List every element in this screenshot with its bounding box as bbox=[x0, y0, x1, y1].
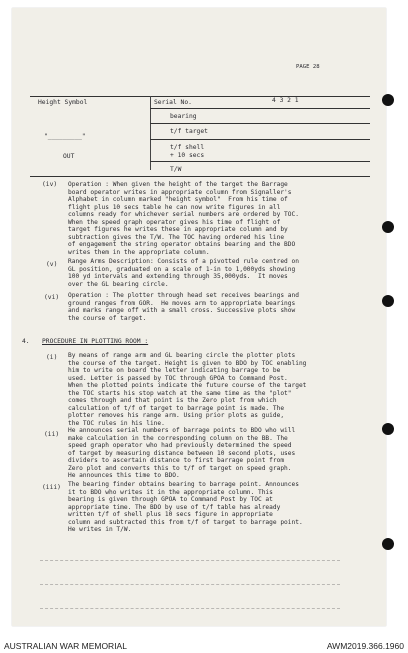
plus10-label: + 10 secs bbox=[170, 152, 205, 159]
height-symbol-label: Height Symbol bbox=[38, 99, 88, 106]
item-paragraph: Range Arms Description: Consists of a pivotted rule centred on GL position, graduated on a scale of 1-in to 1,000yds showing 100 yd intervals and extending through 35,000yds. It moves over the GL bearing circle. bbox=[68, 258, 299, 288]
punch-hole bbox=[382, 221, 394, 233]
item-number: (iv) bbox=[42, 181, 58, 188]
section-title: PROCEDURE IN PLOTTING ROOM : bbox=[42, 338, 149, 345]
table-rule bbox=[150, 123, 370, 124]
sub-item-paragraph: He announces serial numbers of barrage points to BDO who will make calculation in the corresponding column on the BB. The speed graph operator who had previously determined the speed of target by measuring distance between 10 second plots, uses dividers to ascertain distance to first barrage point from Zero plot and converts this to t/f of target on speed graph. He announces this time to BDO. bbox=[68, 427, 296, 479]
bearing-label: bearing bbox=[170, 113, 197, 120]
sub-item-number: (iii) bbox=[42, 484, 61, 491]
item-paragraph: Operation : When given the height of the target the Barrage board operator writes in appropriate column from Signaller's Alphabet in column marked "height symbol" From his time of flight plus 10 secs table he can now write figures in all columns ready for whichever serial numbers are ordered by TOC. When the speed graph operator gives his time of flight of target figures he writes these in appropriate column and by subtraction gives the T/W. The TOC having ordered his line of engagement the string operator obtains bearing and the BDO writes them in the appropriate column. bbox=[68, 181, 299, 256]
punch-hole bbox=[382, 538, 394, 550]
footer-archive-name: AUSTRALIAN WAR MEMORIAL bbox=[4, 641, 127, 651]
punch-hole bbox=[382, 295, 394, 307]
sub-item-number: (ii) bbox=[44, 431, 60, 438]
faint-rule bbox=[40, 584, 340, 585]
table-rule bbox=[150, 139, 370, 140]
tf-shell-label: t/f shell bbox=[170, 144, 205, 151]
table-top-rule bbox=[30, 96, 370, 97]
out-label: OUT bbox=[63, 153, 75, 160]
tw-label: T/W bbox=[170, 166, 182, 173]
page-number: PAGE 28 bbox=[296, 64, 320, 70]
table-bottom-rule bbox=[30, 176, 370, 177]
section-number: 4. bbox=[22, 338, 30, 345]
item-number: (vi) bbox=[44, 294, 60, 301]
table-rule bbox=[150, 161, 370, 162]
archive-footer bbox=[0, 638, 408, 653]
item-paragraph: Operation : The plotter through head set receives bearings and ground ranges from GOR. He moves arm to appropriate bearings and marks range off with a small cross. Successive plots show the course of target. bbox=[68, 292, 299, 322]
punch-hole bbox=[382, 423, 394, 435]
serial-no-label: Serial No. bbox=[154, 99, 192, 106]
serial-numbers: 4 3 2 1 bbox=[272, 97, 299, 104]
table-rule bbox=[150, 108, 370, 109]
sub-item-number: (i) bbox=[46, 354, 58, 361]
faint-rule bbox=[40, 608, 340, 609]
punch-hole bbox=[382, 94, 394, 106]
item-number: (v) bbox=[46, 261, 58, 268]
footer-accession-number: AWM2019.366.1960 bbox=[326, 641, 404, 651]
dashes-placeholder: "_________" bbox=[44, 133, 86, 140]
sub-item-paragraph: By means of range arm and GL bearing circle the plotter plots the course of the target. Height is given to BDO by TOC enabling him to write on board the letter indicating barrage to be used. Letter is passed by TOC through GPOA to Command Post. When the plotted points indicate the future course of the target the TOC starts his stop watch at the same time as the "plot" comes through and that point is the Zero plot from which calculation of t/f of target to barrage point is made. The plotter removes his range arm. Using prior plots as guide, the TOC rules in his line. bbox=[68, 352, 307, 427]
sub-item-paragraph: The bearing finder obtains bearing to barrage point. Announces it to BDO who writes it in the appropriate column. This bearing is given through GPOA to Command Post by TOC at appropriate time. The BDO by use of t/f table has already written t/f of shell plus 10 secs figure in appropriate column and subtracted this from t/f of target to barrage point. He writes in T/W. bbox=[68, 481, 303, 533]
tf-target-label: t/f target bbox=[170, 128, 208, 135]
faint-rule bbox=[40, 560, 340, 561]
